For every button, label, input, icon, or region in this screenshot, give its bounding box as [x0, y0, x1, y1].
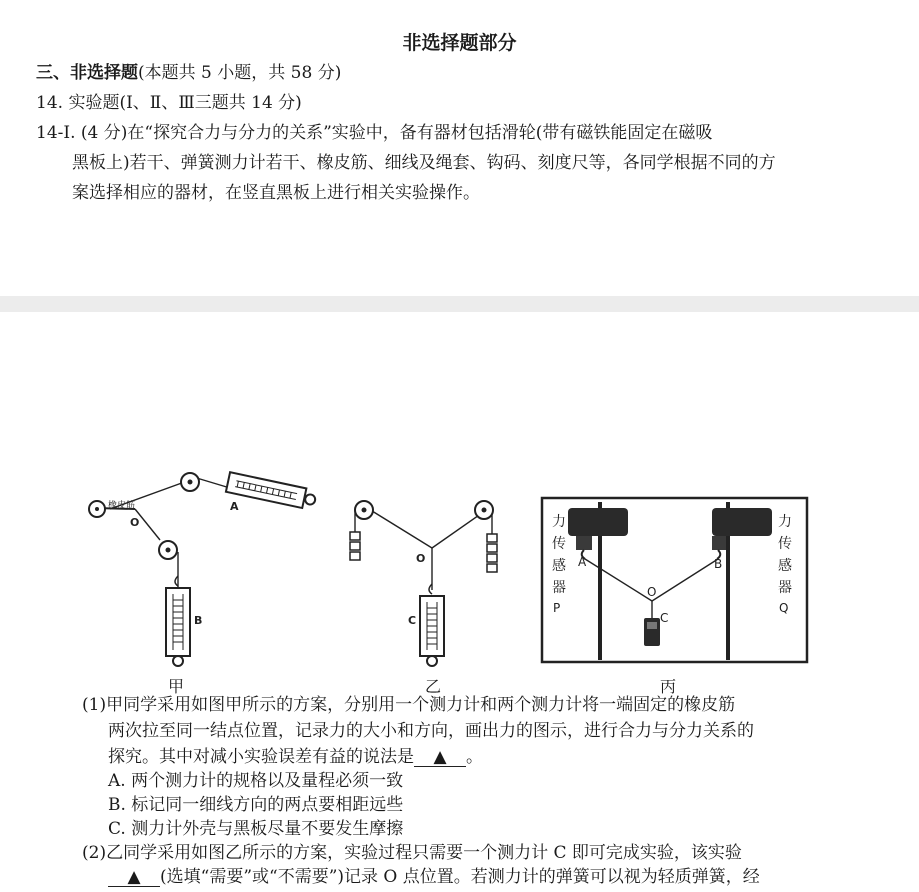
q14-1-line3: 案选择相应的器材，在竖直黑板上进行相关实验操作。: [72, 183, 480, 203]
rubber-band-label: 橡皮筋: [108, 501, 136, 511]
jia-point-o: O: [130, 516, 140, 529]
sensor-p-char: 力: [552, 514, 566, 530]
q14-1-line2: 黑板上)若干、弹簧测力计若干、橡皮筋、细线及绳套、钩码、刻度尺等，各同学根据不同的方: [72, 153, 776, 173]
pulley-jia-3: [159, 541, 177, 559]
caption-jia: 甲: [168, 677, 185, 696]
figure-bing: [540, 496, 810, 666]
caption-yi: 乙: [425, 677, 442, 696]
figure-jia: [80, 460, 330, 670]
figure-yi: [340, 490, 515, 670]
force-meter-c: [644, 618, 660, 646]
pulley-yi-right: [475, 501, 493, 519]
sub1-answer-blank[interactable]: ▲: [414, 748, 466, 767]
q14-1-line1: 14-Ⅰ. (4 分)在“探究合力与分力的关系”实验中，备有器材包括滑轮(带有磁铁能固定在磁吸: [36, 123, 713, 143]
section-title: 非选择题部分: [402, 32, 517, 54]
yi-label-c: C: [408, 614, 417, 627]
part-heading: 三、非选择题: [36, 63, 138, 83]
spring-scale-a: [226, 472, 317, 510]
part-heading-line: [36, 58, 341, 88]
sensor-q-char: 力: [778, 514, 792, 530]
sub1-line1: (1)甲同学采用如图甲所示的方案，分别用一个测力计和两个测力计将一端固定的橡皮筋: [82, 695, 736, 715]
sensor-q-char: Q: [779, 601, 789, 615]
sub1-option-b: B. 标记同一细线方向的两点要相距远些: [108, 795, 404, 815]
bing-point-b: B: [714, 557, 723, 571]
sensor-q-char: 感: [778, 558, 792, 574]
spring-scale-b: [166, 576, 190, 666]
sub1-line3-text: 探究。其中对减小实验误差有益的说法是: [108, 747, 414, 767]
sub1-option-c: C. 测力计外壳与黑板尽量不要发生摩擦: [108, 819, 404, 839]
page-divider: [0, 296, 919, 312]
sensor-q-char: 传: [778, 536, 792, 552]
bing-point-c: C: [660, 611, 669, 625]
sensor-p-char: 器: [552, 580, 566, 596]
sensor-p-char: 传: [552, 536, 566, 552]
q14-header: 14. 实验题(Ⅰ、Ⅱ、Ⅲ三题共 14 分): [36, 93, 302, 113]
hooked-weights-right: [487, 534, 497, 572]
caption-bing: 丙: [660, 677, 677, 696]
yi-point-o: O: [416, 552, 426, 565]
sensor-p-char: 感: [552, 558, 566, 574]
sensor-q-char: 器: [778, 580, 792, 596]
sub2-answer-blank[interactable]: ▲: [108, 868, 160, 887]
sub2-line1: (2)乙同学采用如图乙所示的方案，实验过程只需要一个测力计 C 即可完成实验，该实验: [82, 843, 742, 863]
pulley-yi-left: [355, 501, 373, 519]
sub1-line3-end: 。: [466, 747, 483, 767]
pulley-jia-1: [89, 501, 105, 517]
sensor-p-char: P: [553, 601, 561, 615]
sub1-line2: 两次拉至同一结点位置，记录力的大小和方向，画出力的图示，进行合力与分力关系的: [108, 721, 754, 741]
pulley-jia-2: [181, 473, 199, 491]
sub2-line2-text: (选填“需要”或“不需要”)记录 O 点位置。若测力计的弹簧可以视为轻质弹簧，经: [160, 867, 760, 887]
jia-label-b: B: [194, 614, 203, 627]
hooked-weights-left: [350, 532, 360, 560]
spring-scale-c: [420, 584, 444, 666]
sub1-option-a: A. 两个测力计的规格以及量程必须一致: [108, 771, 404, 791]
jia-label-a: A: [230, 500, 239, 513]
bing-point-a: A: [578, 555, 587, 569]
bing-point-o: O: [647, 585, 657, 599]
sub2-line2: [108, 862, 760, 892]
part-note: (本题共 5 小题，共 58 分): [138, 63, 342, 83]
